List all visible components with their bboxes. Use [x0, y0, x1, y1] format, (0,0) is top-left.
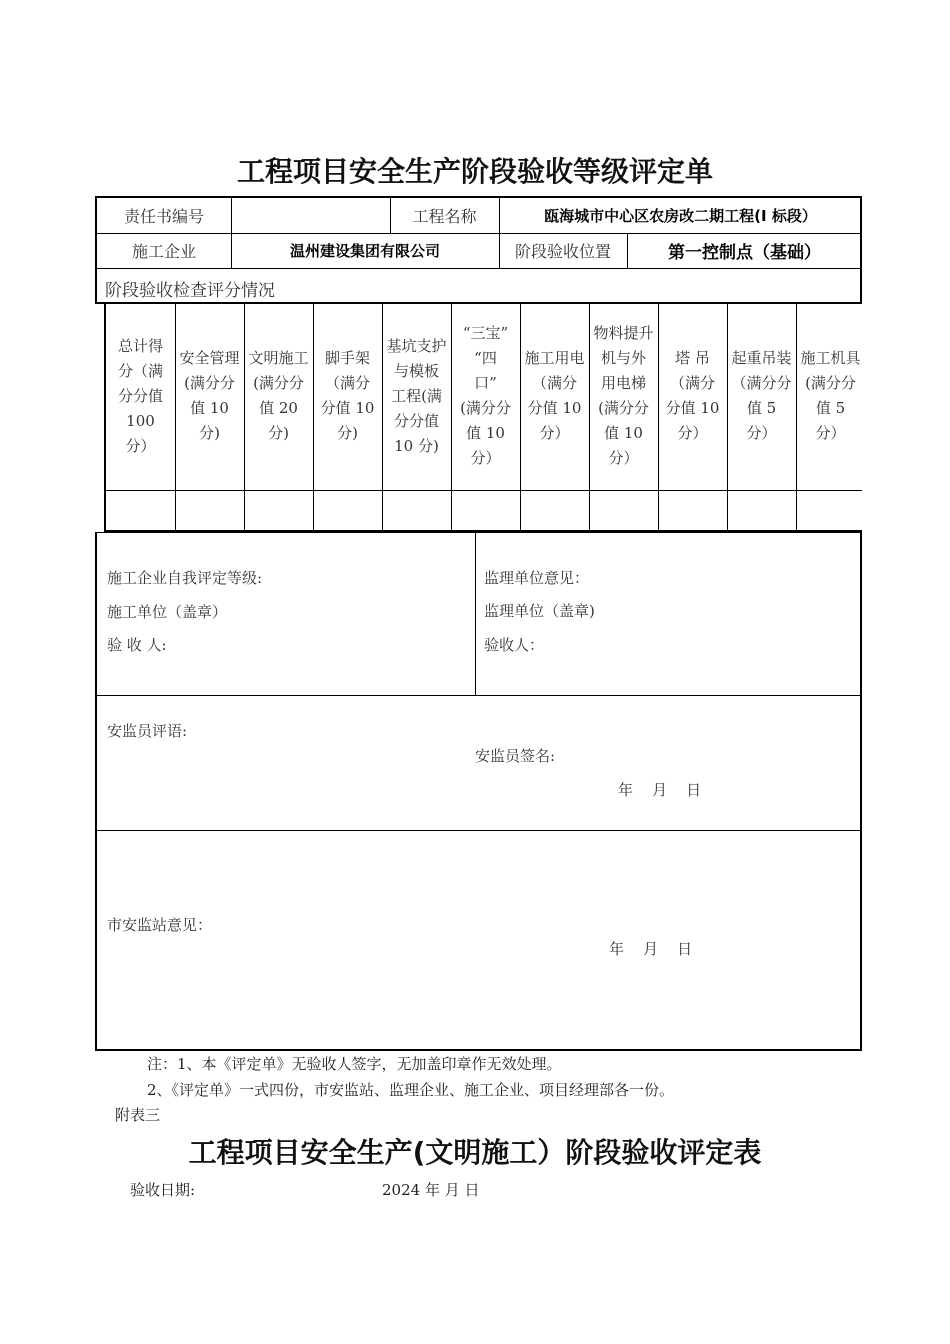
label-responsibility-id: 责任书编号 — [123, 207, 204, 226]
signature-box — [95, 532, 862, 1051]
score-column-header-line: 值 10 — [604, 424, 643, 442]
score-column-header-line: 用电梯 — [600, 374, 646, 392]
score-value-cell[interactable] — [175, 491, 244, 531]
score-value-cell[interactable] — [106, 491, 175, 531]
score-column-header-line: “三宝” — [462, 324, 509, 342]
score-column-header-line: 值 10 — [190, 399, 229, 417]
score-column-header-line: （满分 — [669, 374, 715, 392]
score-column-header — [313, 303, 382, 489]
acceptance-date-value: 2024 年 月 日 — [382, 1181, 480, 1199]
supervision-opinion-label: 监理单位意见： — [484, 569, 590, 587]
score-column-header-line: (满分分 — [460, 399, 511, 417]
score-column-header-line: (满分分 — [805, 374, 856, 392]
value-acceptance-position: 第一控制点（基础） — [668, 243, 821, 263]
score-column-header-line: 基坑支护 — [386, 336, 447, 355]
note-2: 2、《评定单》一式四份，市安监站、监理企业、施工企业、项目经理部各一份。 — [147, 1081, 675, 1099]
appendix-label: 附表三 — [115, 1106, 161, 1124]
score-value-cell[interactable] — [382, 491, 451, 531]
score-value-cell[interactable] — [658, 491, 727, 531]
score-column-header-line: 分） — [815, 424, 846, 442]
value-project-name: 瓯海城市中心区农房改二期工程(I 标段） — [544, 207, 817, 225]
self-eval-grade-label: 施工企业自我评定等级: — [107, 569, 263, 587]
score-column-header-line: （满分 — [324, 374, 370, 392]
score-column-header-line: (满分分 — [253, 374, 304, 392]
score-column-header-line: (满分分 — [184, 374, 235, 392]
score-column-header-line: 分分值 — [393, 411, 439, 430]
form-title: 工程项目安全生产阶段验收等级评定单 — [236, 155, 713, 188]
score-value-cell[interactable] — [589, 491, 658, 531]
city-station-opinion-label: 市安监站意见： — [107, 916, 213, 934]
score-column-header-line: 分） — [608, 449, 639, 467]
score-column-header — [106, 303, 175, 489]
section-title: 阶段验收检查评分情况 — [105, 281, 275, 301]
score-column-header — [382, 303, 451, 489]
score-column-header-line: 分） — [470, 449, 501, 467]
score-column-header-line: （满分 — [531, 374, 577, 392]
score-value-cell[interactable] — [796, 491, 865, 531]
score-column-header-line: 物料提升 — [593, 324, 654, 342]
score-column-header-line: 值 10 — [466, 424, 505, 442]
score-column-header-line: 值 5 — [746, 399, 777, 417]
score-column-header-line: 起重吊装 — [731, 349, 792, 367]
inspector-date-label: 年 月 日 — [618, 781, 702, 799]
value-responsibility-id — [231, 198, 390, 233]
value-construction-company: 温州建设集团有限公司 — [289, 242, 440, 260]
score-column-header-line: 文明施工 — [248, 349, 309, 367]
score-column-header — [658, 303, 727, 489]
city-station-date-label: 年 月 日 — [609, 940, 693, 958]
info-table — [95, 196, 862, 304]
score-column-header-line: 分（满 — [117, 361, 163, 380]
score-column-header-line: 10 分) — [394, 436, 439, 455]
inspector-sign-label: 安监员签名: — [475, 747, 556, 765]
label-construction-company: 施工企业 — [131, 242, 196, 261]
score-column-header-line: (满分分 — [598, 399, 649, 417]
score-column-header-line: 总计得 — [117, 336, 163, 355]
acceptance-date-label: 验收日期: — [130, 1181, 196, 1199]
score-value-cell[interactable] — [244, 491, 313, 531]
construction-unit-seal-label: 施工单位（盖章） — [107, 603, 228, 621]
score-table — [104, 303, 862, 532]
score-column-header-line: 工程(满 — [391, 386, 442, 405]
score-column-header-line: 分） — [539, 424, 570, 442]
score-column-header — [520, 303, 589, 489]
score-column-header-line: 分) — [199, 424, 220, 442]
score-value-cell[interactable] — [451, 491, 520, 531]
score-column-header — [244, 303, 313, 489]
label-project-name: 工程名称 — [412, 207, 477, 226]
score-column-header-line: 机与外 — [600, 349, 646, 367]
score-column-header-line: 分值 10 — [320, 399, 375, 417]
label-acceptance-position: 阶段验收位置 — [514, 242, 611, 261]
score-column-header-line: 施工机具 — [800, 349, 861, 367]
score-column-header — [796, 303, 865, 489]
score-value-cell[interactable] — [313, 491, 382, 531]
score-column-header-line: 值 20 — [259, 399, 298, 417]
score-column-header-line: 分） — [677, 424, 708, 442]
score-column-header-line: “四 — [474, 349, 497, 367]
score-column-header-line: 值 5 — [815, 399, 846, 417]
inspector-comment-label: 安监员评语: — [107, 722, 188, 740]
score-column-header-line: （满分分 — [731, 374, 792, 392]
score-column-header — [589, 303, 658, 489]
self-eval-receiver-label: 验 收 人: — [107, 636, 167, 654]
score-value-cell[interactable] — [520, 491, 589, 531]
score-column-header-line: 分分值 — [117, 386, 163, 405]
score-column-header-line: 塔 吊 — [675, 349, 710, 367]
score-column-header-line: 分) — [337, 424, 358, 442]
score-column-header — [727, 303, 796, 489]
score-column-header — [451, 303, 520, 489]
score-column-header-line: 分值 10 — [527, 399, 582, 417]
score-value-cell[interactable] — [727, 491, 796, 531]
score-column-header — [175, 303, 244, 489]
score-column-header-line: 施工用电 — [524, 349, 585, 367]
score-column-header-line: 脚手架 — [324, 349, 370, 367]
score-column-header-line: 安全管理 — [179, 349, 240, 367]
score-column-header-line: 分） — [125, 436, 156, 455]
score-column-header-line: 分值 10 — [665, 399, 720, 417]
score-column-header-line: 100 — [126, 411, 155, 430]
score-column-header-line: 分) — [268, 424, 289, 442]
appendix-title: 工程项目安全生产(文明施工）阶段验收评定表 — [188, 1136, 762, 1169]
supervision-unit-seal-label: 监理单位（盖章) — [484, 602, 595, 620]
supervision-receiver-label: 验收人： — [484, 636, 545, 654]
note-1: 注：1、本《评定单》无验收人签字，无加盖印章作无效处理。 — [147, 1055, 562, 1073]
score-column-header-line: 口” — [474, 374, 497, 392]
score-column-header-line: 与模板 — [393, 361, 439, 380]
score-column-header-line: 分） — [746, 424, 777, 442]
